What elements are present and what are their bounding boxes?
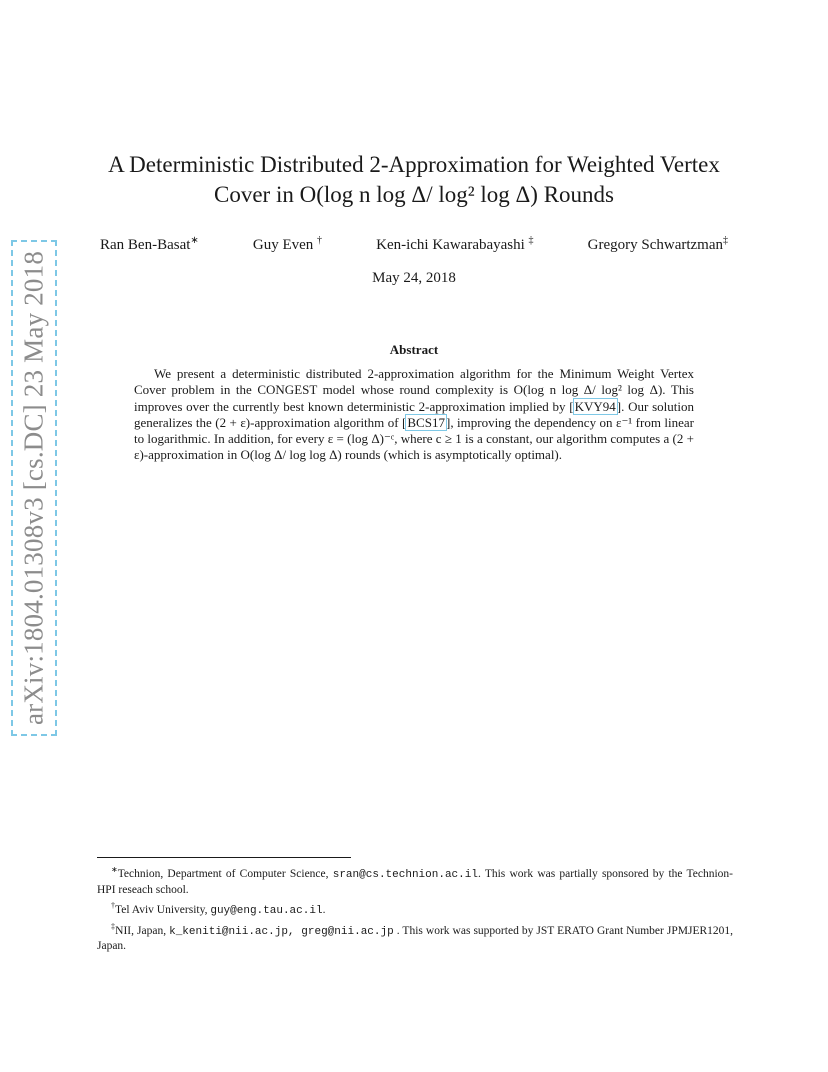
arxiv-identifier-stamp[interactable] <box>11 240 57 736</box>
author-1 <box>100 235 199 254</box>
footnote-text: Tel Aviv University, <box>115 903 211 916</box>
footnote-text: Technion, Department of Computer Science, <box>117 867 333 880</box>
abstract-text-2: . Our solution generalizes the (2 + ε)-approximation algorithm of <box>134 398 694 430</box>
footnote-text: NII, Japan, <box>115 924 170 937</box>
citation-link-bcs17[interactable]: BCS17 <box>407 414 445 430</box>
author-footnote-mark[interactable]: ‡ <box>528 235 534 246</box>
author-3 <box>376 235 533 254</box>
footnote-mark: † <box>111 900 115 910</box>
author-name: Gregory Schwartzman <box>587 237 723 253</box>
footnote-mark: ‡ <box>111 921 116 931</box>
author-name: Guy Even <box>252 237 314 253</box>
footnote-text: . This work was partially sponsored by the Technion-HPI reseach school. <box>97 867 733 896</box>
arxiv-identifier-text: arXiv:1804.01308v3 [cs.DC] 23 May 2018 <box>18 250 49 726</box>
abstract-text-1: We present a deterministic distributed 2-approximation algorithm for the Minimum Weight Vertex Cover problem in the CONGEST model whose round complexity is O(log n log Δ/ log² log Δ). This improves over the currently best known deterministic 2-approximation implied by <box>134 366 694 414</box>
paper-date: May 24, 2018 <box>372 270 456 286</box>
footnote-2 <box>97 898 733 919</box>
author-footnote-mark[interactable]: ∗ <box>190 235 199 246</box>
title-line-1: A Deterministic Distributed 2-Approximation for Weighted Vertex <box>108 152 720 177</box>
abstract-heading: Abstract <box>389 342 439 357</box>
footnote-divider <box>97 857 351 858</box>
footnote-3 <box>97 919 733 955</box>
footnote-text: . This work was supported by JST ERATO Grant Number JPMJER1201, Japan. <box>97 924 734 953</box>
email-link[interactable]: k_keniti@nii.ac.jp, greg@nii.ac.jp <box>169 925 394 938</box>
footnotes <box>97 862 733 954</box>
paper-title <box>90 150 738 210</box>
author-2 <box>253 235 322 254</box>
abstract-body: We present a deterministic distributed 2-approximation algorithm for the Minimum Weight Vertex Cover problem in the CONGEST model whose round complexity is O(log n log Δ/ log² log Δ). This improves over the currently best known deterministic 2-approximation implied by [KVY94]. Our solution generalizes the (2 + ε)-approximation algorithm of [BCS17], improving the dependency on ε⁻¹ from linear to logarithmic. In addition, for every ε = (log Δ)⁻ᶜ, where c ≥ 1 is a constant, our algorithm computes a (2 + ε)-approximation in O(log Δ/ log log Δ) rounds (which is asymptotically optimal). <box>134 366 694 463</box>
author-footnote-mark[interactable]: † <box>317 235 323 246</box>
email-link[interactable]: sran@cs.technion.ac.il <box>332 868 478 881</box>
footnote-mark: ∗ <box>111 865 118 874</box>
abstract-text-3: , improving the dependency on ε⁻¹ from linear to logarithmic. In addition, for every ε = (log Δ)⁻ᶜ, where c ≥ 1 is a constant, our algorithm computes a (2 + ε)-approximation in O(log Δ/ log log Δ) rounds (which is asymptotically optimal). <box>134 414 694 463</box>
citation-link-kvy94[interactable]: KVY94 <box>574 398 616 414</box>
author-name: Ran Ben-Basat <box>100 237 191 253</box>
author-footnote-mark[interactable]: ‡ <box>723 235 728 246</box>
email-link[interactable]: guy@eng.tau.ac.il <box>210 904 323 917</box>
title-line-2: Cover in O(log n log Δ/ log² log Δ) Rounds <box>214 182 614 207</box>
author-name: Ken-ichi Kawarabayashi <box>376 237 525 253</box>
footnote-1 <box>97 862 733 898</box>
author-4 <box>588 235 728 254</box>
footnote-text: . <box>322 903 326 916</box>
author-list <box>100 235 728 254</box>
